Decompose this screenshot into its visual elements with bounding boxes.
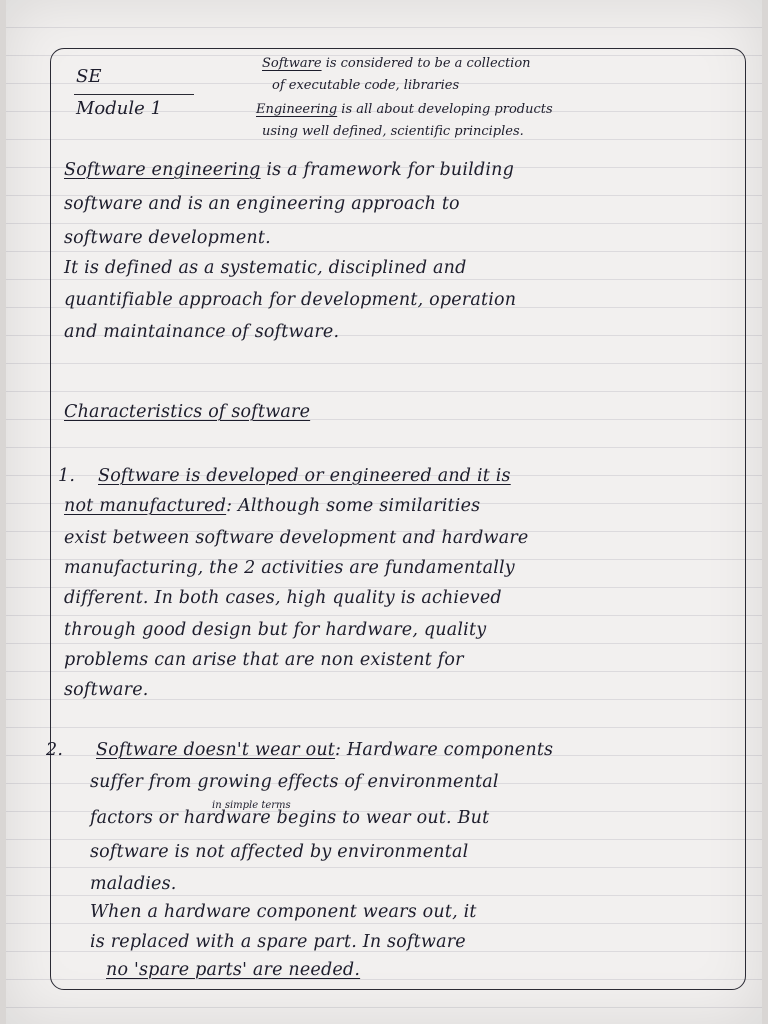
item2-line-4: software is not affected by environmental — [90, 842, 469, 862]
item1-line-8: software. — [64, 680, 149, 700]
software-definition-text: is considered to be a collection — [321, 56, 531, 71]
subject-label: SE — [76, 66, 102, 87]
item2-title: Software doesn't wear out — [96, 740, 336, 760]
definition-line-1 — [64, 160, 514, 180]
item1-title-line1: Software is developed or engineered and it is — [98, 466, 511, 486]
definition-line-5: quantifiable approach for development, operation — [64, 290, 517, 310]
software-engineering-term: Software engineering — [64, 160, 261, 180]
header-divider — [74, 94, 194, 95]
module-label: Module 1 — [76, 98, 162, 119]
engineering-definition-line1 — [256, 102, 553, 117]
item1-title-line2: not manufactured — [64, 496, 227, 516]
definition-line-6: and maintainance of software. — [64, 322, 340, 342]
item1-line-3: exist between software development and hardware — [64, 528, 529, 548]
item2-line-7: is replaced with a spare part. In software — [90, 932, 466, 952]
definition-line-2: software and is an engineering approach to — [64, 194, 460, 214]
item1-line-7: problems can arise that are non existent for — [64, 650, 464, 670]
item2-margin-note: in simple terms — [212, 800, 291, 811]
item1-text-2: : Although some similarities — [226, 496, 481, 516]
item2-number: 2. — [46, 740, 64, 760]
definition-line-3: software development. — [64, 228, 271, 248]
software-definition-line1 — [262, 56, 531, 71]
definition-line-4: It is defined as a systematic, disciplined and — [64, 258, 467, 278]
software-definition-line2: of executable code, libraries — [272, 78, 460, 93]
definition-text-1: is a framework for building — [260, 160, 515, 180]
engineering-term: Engineering — [256, 102, 338, 117]
item2-line-3: factors or hardware begins to wear out. But — [90, 808, 490, 828]
item2-line-8: no 'spare parts' are needed. — [106, 960, 361, 980]
item2-line-2: suffer from growing effects of environmental — [90, 772, 499, 792]
engineering-definition-line2: using well defined, scientific principles. — [262, 124, 524, 139]
characteristics-heading: Characteristics of software — [64, 402, 311, 422]
item1-line-2 — [64, 496, 480, 516]
item2-line-1 — [96, 740, 553, 760]
item2-line-6: When a hardware component wears out, it — [90, 902, 477, 922]
item1-line-6: through good design but for hardware, quality — [64, 620, 487, 640]
item1-line-4: manufacturing, the 2 activities are fundamentally — [64, 558, 515, 578]
engineering-definition-text: is all about developing products — [337, 102, 553, 117]
software-term: Software — [262, 56, 322, 71]
item1-line-5: different. In both cases, high quality is achieved — [64, 588, 502, 608]
item2-line-5: maladies. — [90, 874, 177, 894]
item2-text-1: : Hardware components — [335, 740, 554, 760]
notebook-page — [6, 0, 762, 1024]
item1-number: 1. — [58, 466, 76, 486]
